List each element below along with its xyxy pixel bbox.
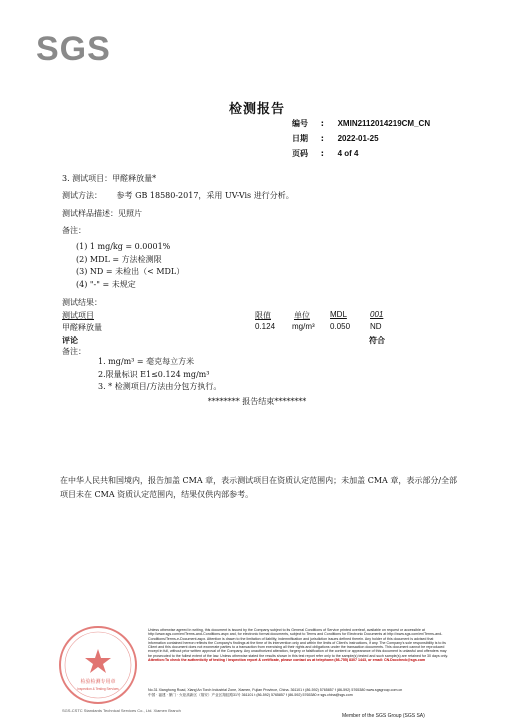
result-unit: mg/m³ xyxy=(292,322,315,331)
separator: : xyxy=(320,134,324,143)
authenticity-attention: Attention:To check the authenticity of testing / inspection report & certificate, please contact us at telephone:(86-755) 8307 1443, or email: CN.Doccheck@sgs.com xyxy=(148,658,426,663)
end-of-report: ******** 报告结束******** xyxy=(207,397,307,406)
sample-description: 测试样品描述：见照片 xyxy=(62,209,142,218)
method-row xyxy=(62,190,294,201)
notes-list xyxy=(76,241,184,291)
report-date-row xyxy=(292,133,379,144)
address-block xyxy=(148,688,448,697)
results-label: 测试结果： xyxy=(62,298,102,307)
notes-label: 备注： xyxy=(62,226,86,235)
sgs-logo-text: SGS xyxy=(36,30,111,68)
report-page-value: 4 of 4 xyxy=(337,149,359,158)
separator: : xyxy=(320,119,324,128)
method-value: 参考 GB 18580-2017，采用 UV-Vis 进行分析。 xyxy=(116,191,294,200)
seal-subtext: Inspection & Testing Services xyxy=(77,687,119,691)
comment-label: 评论 xyxy=(62,335,78,345)
method-label: 测试方法： xyxy=(62,191,102,200)
report-page-label: 页码 xyxy=(292,149,308,158)
terms-text: Unless otherwise agreed in writing, this document is issued by the Company subject to its General Conditions of Service printed overleaf, available on request or accessible at http://www.sgs.com/en/Terms-and-Conditions.aspx and, for electronic format documents, subject to Terms and Conditions for Electronic Documents at http://www.sgs.com/en/Terms-and-Conditions/Terms-e-Document.aspx. Attention is drawn to the limitation of liability, indemnification and jurisdiction issues defined therein. Any holder of this document is advised that information contained hereon reflects the Company's findings at the time of its intervention only and within the limits of Client's instructions, if any. The Company's sole responsibility is to its Client and this document does not exonerate parties to a transaction from exercising all their rights and obligations under the transaction documents. This document cannot be reproduced except in full, without prior written approval of the Company. Any unauthorized alteration, forgery or falsification of the content or appearance of this document is unlawful and offenders may be prosecuted to the fullest extent of the law. Unless otherwise stated the results shown in this test report refer only to the sample(s) tested and such sample(s) are retained for 30 days only. xyxy=(148,628,448,658)
address-english: No.31 Xianghong Road, Xiang'An Torch Industrial Zone, Xiamen, Fujian Province, China. 361101 t (86-592) 5765857 f (86-592) 5765380 www.sgsgroup.com.cn xyxy=(148,688,403,692)
separator: : xyxy=(320,149,324,158)
remarks-list xyxy=(98,356,221,394)
sgs-logo xyxy=(36,30,122,70)
report-date-label: 日期 xyxy=(292,134,308,143)
report-date-value: 2022-01-25 xyxy=(337,134,379,143)
branch-name: SGS-CSTC Standards Technical Services Co., Ltd. Xiamen Branch xyxy=(62,708,181,713)
report-number-row xyxy=(292,118,430,129)
note-item: (2) MDL = 方法检测限 xyxy=(76,254,162,264)
remark-item: 3. * 检测项目/方法由分包方执行。 xyxy=(98,382,222,391)
remark-item: 2.限量标识 E1≤0.124 mg/m³ xyxy=(98,369,210,379)
note-item: (1) 1 mg/kg = 0.0001% xyxy=(76,242,171,251)
terms-fine-print xyxy=(148,628,448,662)
col-item-header: 测试项目 xyxy=(62,311,94,320)
result-mdl: 0.050 xyxy=(330,322,351,331)
note-item: (3) ND = 未检出（< MDL） xyxy=(76,267,185,276)
member-statement: Member of the SGS Group (SGS SA) xyxy=(342,713,425,719)
seal-text: 检验检测专用章 xyxy=(80,679,116,685)
comment-value: 符合 xyxy=(369,335,385,345)
company-seal xyxy=(56,623,140,707)
note-item: (4) "-" = 未规定 xyxy=(76,279,136,289)
col-limit-header: 限值 xyxy=(255,311,271,320)
report-number-value: XMIN2112014219CM_CN xyxy=(337,119,431,128)
col-unit-header: 单位 xyxy=(294,311,310,320)
result-sample: ND xyxy=(370,322,382,331)
result-limit: 0.124 xyxy=(255,322,276,331)
result-item: 甲醛释放量 xyxy=(62,323,102,332)
section-heading: 3. 测试项目：甲醛释放量* xyxy=(62,174,157,183)
col-mdl-header: MDL xyxy=(330,310,347,319)
col-sample-header: 001 xyxy=(370,310,384,319)
remark-item: 1. mg/m³ = 毫克每立方米 xyxy=(98,357,195,366)
cma-note: 在中华人民共和国境内，报告加盖 CMA 章，表示测试项目在资质认定范围内；未加盖 CMA 章，表示部分/全部项目未在 CMA 资质认定范围内，结果仅供内部参考。 xyxy=(60,476,458,499)
address-chinese: 中国 · 福建 · 厦门 · 火炬高新区（翔安）产业区翔虹路31号 361101 t (86-592) 5765857 f (86-592) 5765380 e sgs.china@sgs.com xyxy=(148,692,353,697)
report-title: 检测报告 xyxy=(228,102,285,117)
remarks-label: 备注： xyxy=(62,347,86,356)
report-number-label: 编号 xyxy=(292,119,308,128)
report-page-row xyxy=(292,148,359,159)
results-row xyxy=(62,322,392,334)
